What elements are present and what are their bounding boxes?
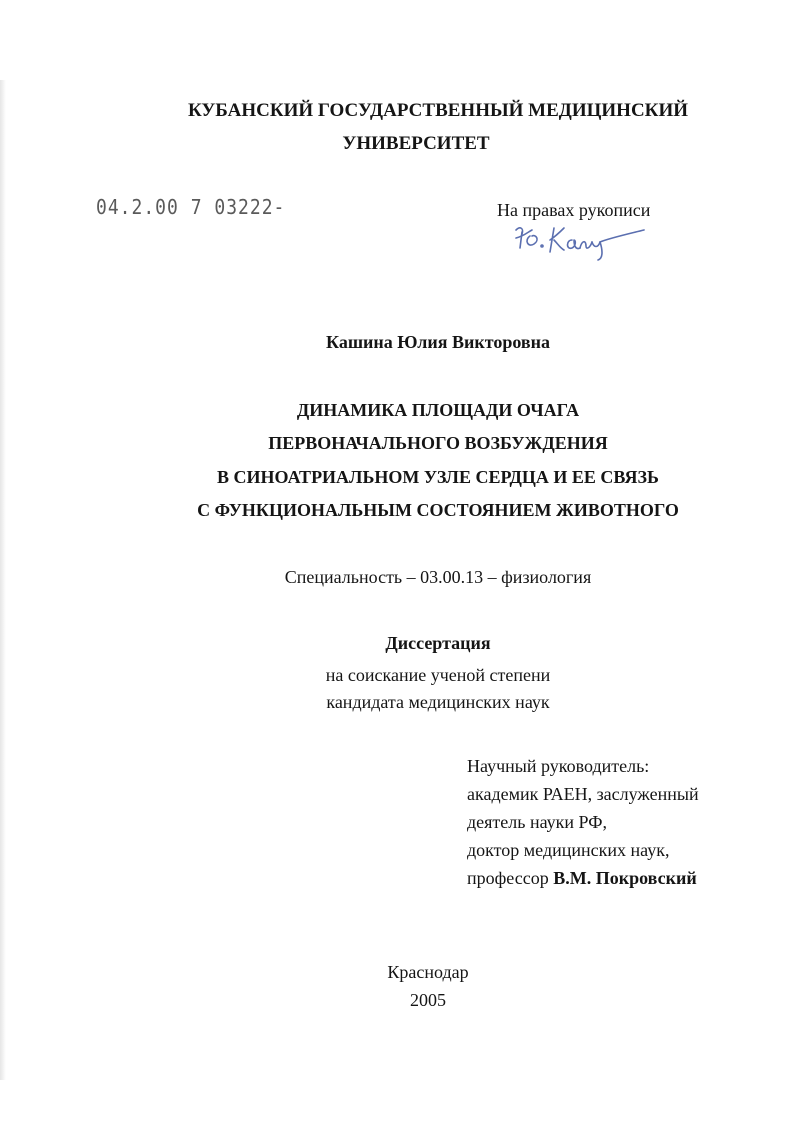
university-name-line2: УНИВЕРСИТЕТ xyxy=(342,133,490,154)
thesis-title-line4: С ФУНКЦИОНАЛЬНЫМ СОСТОЯНИЕМ ЖИВОТНОГО xyxy=(197,500,679,520)
scan-edge-shadow xyxy=(0,80,6,1080)
archive-number-stamp: 04.2.00 7 03222- xyxy=(96,195,286,220)
supervisor-name: В.М. Покровский xyxy=(553,868,697,888)
supervisor-line1: Научный руководитель: xyxy=(467,756,650,776)
supervisor-line2: академик РАЕН, заслуженный xyxy=(467,784,699,804)
year: 2005 xyxy=(410,990,446,1010)
supervisor-block xyxy=(467,752,699,892)
thesis-title-line2: ПЕРВОНАЧАЛЬНОГО ВОЗБУЖДЕНИЯ xyxy=(268,433,608,453)
handwritten-signature-icon xyxy=(510,218,650,262)
thesis-title-line1: ДИНАМИКА ПЛОЩАДИ ОЧАГА xyxy=(296,400,580,420)
supervisor-line3: деятель науки РФ, xyxy=(467,812,607,832)
manuscript-rights-note: На правах рукописи xyxy=(497,200,651,220)
supervisor-line5 xyxy=(467,864,699,892)
university-name-line1: КУБАНСКИЙ ГОСУДАРСТВЕННЫЙ МЕДИЦИНСКИЙ xyxy=(187,100,689,121)
dissertation-label: Диссертация xyxy=(385,633,491,653)
specialty-line: Специальность – 03.00.13 – физиология xyxy=(284,567,592,587)
city: Краснодар xyxy=(387,962,469,982)
supervisor-line4: доктор медицинских наук, xyxy=(467,840,670,860)
supervisor-title: профессор xyxy=(467,868,549,888)
degree-line2: кандидата медицинских наук xyxy=(326,692,550,712)
degree-line1: на соискание ученой степени xyxy=(325,665,551,685)
author-name: Кашина Юлия Викторовна xyxy=(326,332,550,352)
thesis-title-line3: В СИНОАТРИАЛЬНОМ УЗЛЕ СЕРДЦА И ЕЕ СВЯЗЬ xyxy=(217,467,659,487)
